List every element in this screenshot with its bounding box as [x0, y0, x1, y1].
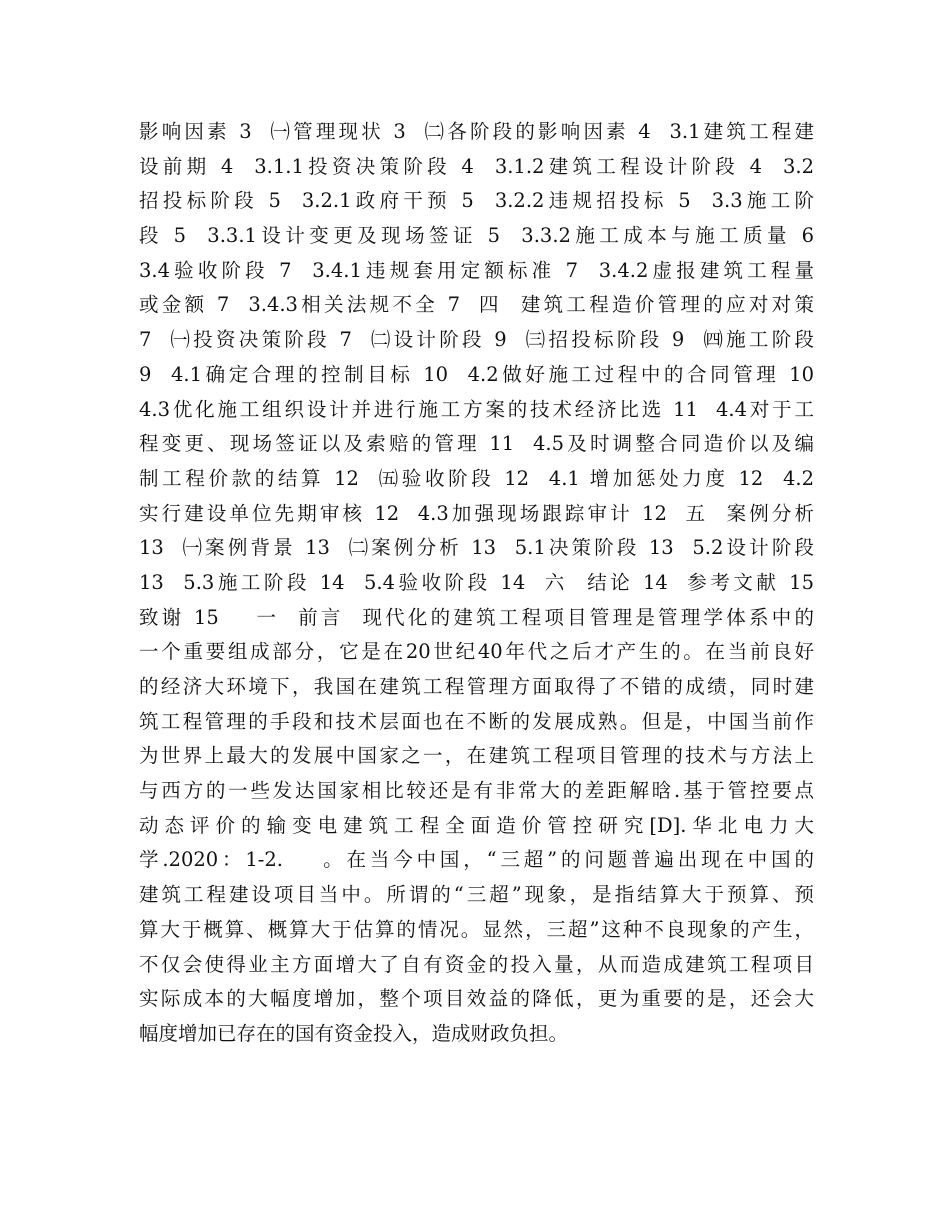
text-line: 一个重要组成部分，它是在20世纪40年代之后才产生的。在当前良好 — [139, 640, 814, 664]
text-line: 算大于概算、概算大于估算的情况。显然，三超”这种不良现象的产生， — [139, 917, 814, 941]
text-line: 的经济大环境下，我国在建筑工程管理方面取得了不错的成绩，同时建 — [139, 675, 814, 698]
text-line: 筑工程管理的手段和技术层面也在不断的发展成熟。但是，中国当前作 — [139, 709, 814, 733]
text-line: 与西方的一些发达国家相比较还是有非常大的差距解晗.基于管控要点 — [139, 779, 814, 803]
text-line: 13 5.3施工阶段 14 5.4验收阶段 14 六 结论 14 参考文献 15 — [139, 570, 814, 594]
text-line: 幅度增加已存在的国有资金投入，造成财政负担。 — [139, 1021, 569, 1045]
text-line: 不仅会使得业主方面增大了自有资金的投入量，从而造成建筑工程项目 — [139, 952, 814, 976]
text-line: 段 5 3.3.1设计变更及现场签证 5 3.3.2施工成本与施工质量 6 — [139, 224, 814, 248]
text-line: 或金额 7 3.4.3相关法规不全 7 四 建筑工程造价管理的应对对策 — [139, 293, 814, 317]
text-line: 制工程价款的结算 12 ㈤验收阶段 12 4.1 增加惩处力度 12 4.2 — [139, 466, 814, 490]
text-line: 4.3优化施工组织设计并进行施工方案的技术经济比选 11 4.4对于工 — [139, 397, 814, 421]
text-line: 程变更、现场签证以及索赔的管理 11 4.5及时调整合同造价以及编 — [139, 432, 814, 456]
text-line: 7 ㈠投资决策阶段 7 ㈡设计阶段 9 ㈢招投标阶段 9 ㈣施工阶段 — [139, 328, 814, 352]
text-line: 为世界上最大的发展中国家之一，在建筑工程项目管理的技术与方法上 — [139, 744, 814, 768]
body-text — [139, 115, 814, 1052]
text-line: 动态评价的输变电建筑工程全面造价管控研究[D].华北电力大 — [139, 813, 814, 837]
text-line: 9 4.1确定合理的控制目标 10 4.2做好施工过程中的合同管理 10 — [139, 362, 814, 386]
text-line: 建筑工程建设项目当中。所谓的“三超”现象，是指结算大于预算、预 — [139, 883, 814, 907]
text-line: 招投标阶段 5 3.2.1政府干预 5 3.2.2违规招投标 5 3.3施工阶 — [139, 189, 814, 213]
text-line: 影响因素 3 ㈠管理现状 3 ㈡各阶段的影响因素 4 3.1建筑工程建 — [139, 120, 814, 143]
text-line: 设前期 4 3.1.1投资决策阶段 4 3.1.2建筑工程设计阶段 4 3.2 — [139, 154, 814, 178]
text-line: 3.4验收阶段 7 3.4.1违规套用定额标准 7 3.4.2虚报建筑工程量 — [139, 258, 814, 282]
text-line: 实际成本的大幅度增加，整个项目效益的降低，更为重要的是，还会大 — [139, 987, 814, 1011]
text-line: 致谢 15 一 前言 现代化的建筑工程项目管理是管理学体系中的 — [139, 605, 814, 629]
text-line: 学.2020：1-2. 。在当今中国，“三超”的问题普遍出现在中国的 — [139, 848, 814, 872]
text-line: 13 ㈠案例背景 13 ㈡案例分析 13 5.1决策阶段 13 5.2设计阶段 — [139, 536, 814, 560]
text-line: 实行建设单位先期审核 12 4.3加强现场跟踪审计 12 五 案例分析 — [139, 501, 814, 525]
